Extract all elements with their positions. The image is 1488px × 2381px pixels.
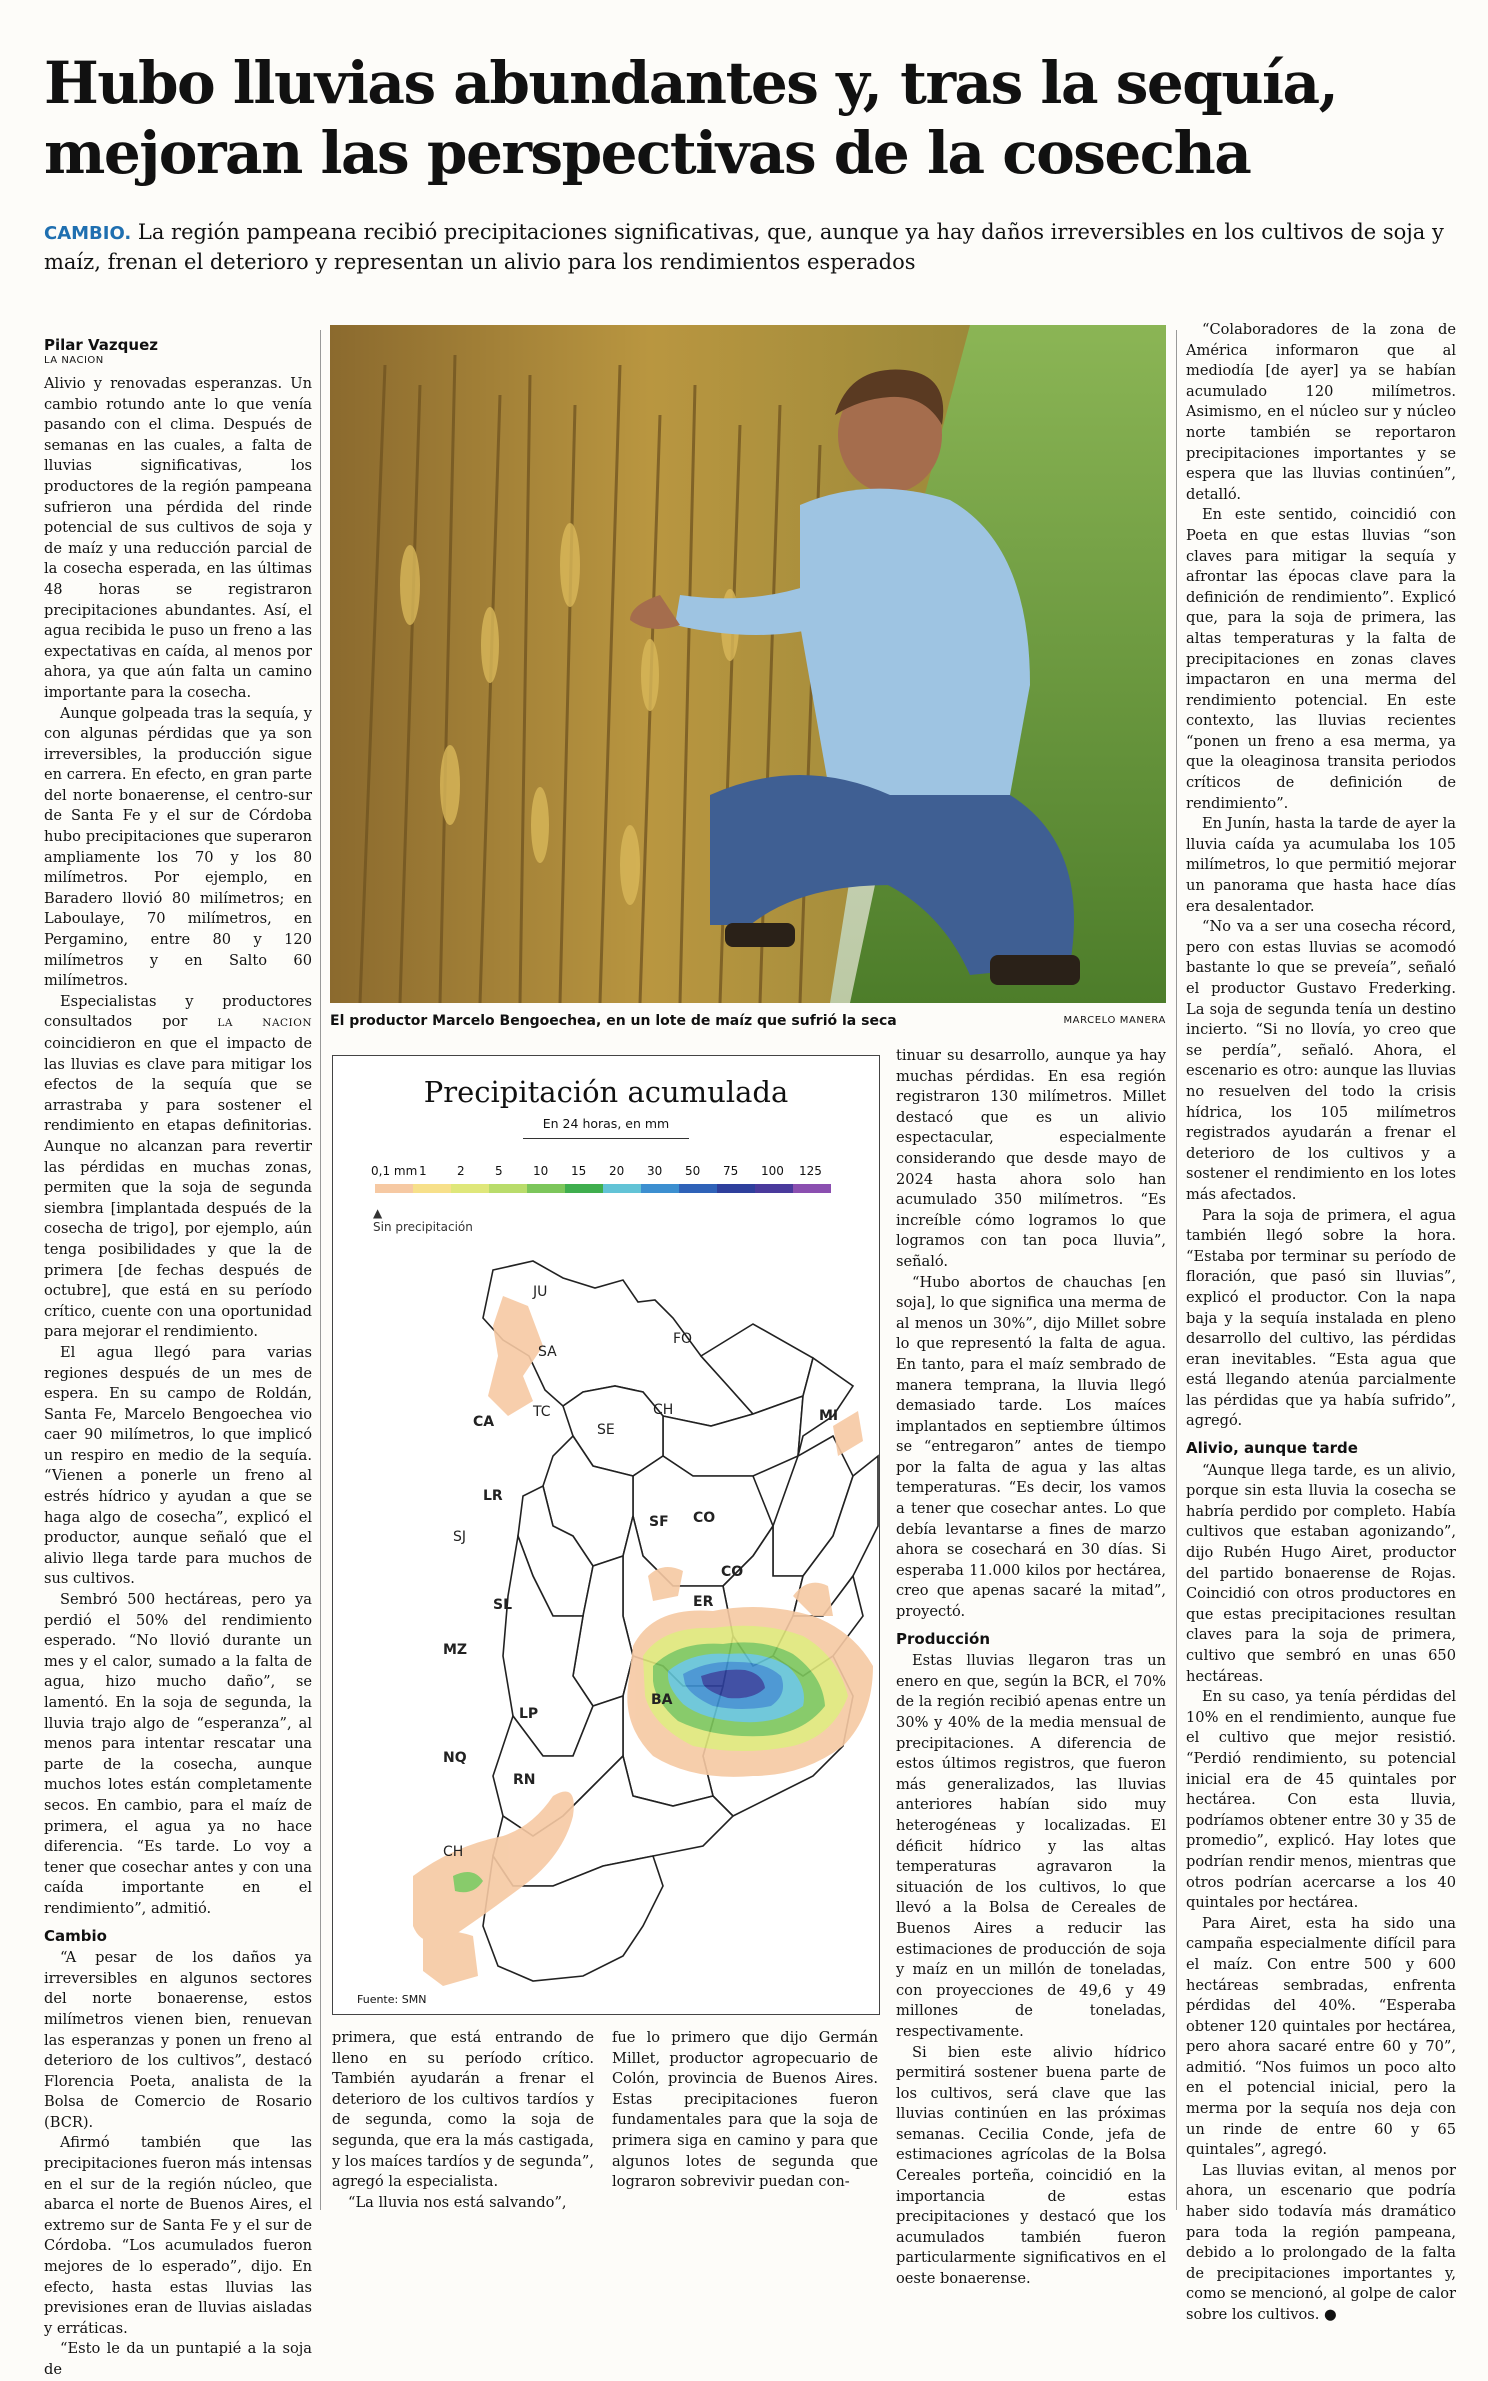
col4-paragraph-4: Si bien este alivio hídrico permitirá sostener buena parte de los cultivos, será clave que las lluvias continúen en las próximas semanas. Cecilia Conde, jefa de estimaciones agrícolas de la Bolsa Cereales porteña, coincidió en la importancia de estas precipitaciones y destacó que los acumulados también fueron particularmente significativos en el oeste bonaerense. [896, 2043, 1166, 2288]
col5-paragraph-7: En su caso, ya tenía pérdidas del 10% en el rendimiento, aunque fue el cultivo que mejor resistió. “Perdió rendimiento, su potencial inicial era de 45 quintales por hectárea. Con esta lluvia, podríamos obtener entre 30 y 35 de promedio”, explicó. Hay lotes que podrían rendir menos, mientras que otros podrían acercarse a los 40 quintales por hectárea. [1186, 1688, 1456, 1912]
legend-label: 15 [571, 1164, 587, 1178]
legend-label: 30 [647, 1164, 663, 1178]
legend-no-precip: ▲ Sin precipitación [373, 1206, 473, 1234]
province-label: RN [513, 1772, 536, 1788]
column-3-bottom [612, 2028, 878, 2193]
byline-author: Pilar Vazquez [44, 336, 158, 354]
col5-paragraph-9 [1186, 2161, 1456, 2326]
photo-caption [330, 1010, 1166, 1032]
col5-paragraph-4: “No va a ser una cosecha récord, pero con estas lluvias se acomodó bastante lo que se preveía”, señaló el productor Gustavo Frederking. La soja de segunda tenía un destino incierto. “Si no llovía, yo creo que se perdía”, señaló. Ahora, el escenario es otro: aunque las lluvias no resuelven del todo la crisis hídrica, los 105 milímetros registrados ayudarán a frenar el deterioro de los cultivos y a sostener el rendimiento en los lotes más afectados. [1186, 918, 1456, 1203]
province-label: NQ [443, 1750, 467, 1766]
col1-paragraph-5: Sembró 500 hectáreas, pero ya perdió el 50% del rendimiento esperado. “No llovió durante un mes y el calor, sumado a la falta de agua, hizo mucho daño”, se lamentó. En la soja de segunda, la lluvia trajo algo de “esperanza”, al menos para intentar rescatar una parte de la cosecha, aunque muchos lotes están completamente secos. En cambio, para el maíz de primera, el agua ya no hace diferencia. “Es tarde. Lo voy a tener que cosechar antes y con una caída importante en el rendimiento”, admitió. [44, 1591, 312, 1917]
argentina-map [333, 1056, 879, 2014]
legend-label: 1 [419, 1164, 427, 1178]
column-2-bottom [332, 2028, 594, 2213]
legend-label: 100 [761, 1164, 784, 1178]
col2-paragraph-2: “La lluvia nos está salvando”, [348, 2193, 567, 2211]
col1-p3-a: Especialistas y productores consultados por [44, 992, 312, 1031]
legend-no-precip-label: Sin precipitación [373, 1220, 473, 1234]
subhead-alivio: Alivio, aunque tarde [1186, 1439, 1358, 1458]
col1-paragraph-7: Afirmó también que las precipitaciones fueron más intensas en el sur de la región núcleo, que abarca el norte de Buenos Aires, el extremo sur de Santa Fe y el sur de Córdoba. “Los acumulados fueron mejores de lo esperado”, dijo. En efecto, hasta estas lluvias las previsiones eran de lluvias aisladas y erráticas. [44, 2134, 312, 2337]
province-label: BA [651, 1692, 673, 1708]
headline [44, 48, 1444, 188]
province-label: CO [721, 1564, 744, 1580]
province-label: TC [533, 1404, 551, 1420]
byline-outlet: LA NACION [44, 355, 104, 366]
column-5 [1186, 320, 1456, 2326]
subhead-produccion: Producción [896, 1629, 991, 1648]
deck-kicker: CAMBIO. [44, 223, 132, 244]
province-label: CH [443, 1844, 464, 1860]
legend-label: 75 [723, 1164, 739, 1178]
end-mark-icon: ● [1324, 2306, 1337, 2323]
col1-paragraph-1: Alivio y renovadas esperanzas. Un cambio rotundo ante lo que venía pasando con el clima. Después de semanas en las cuales, a falta de lluvias significativas, los productores de la región pampeana sufrieron una pérdida del rinde potencial de sus cultivos de soja y de maíz y una reducción parcial de la cosecha esperada, en las últimas 48 horas se registraron precipitaciones abundantes. Así, el agua recibida le puso un freno a las expectativas en caída, al menos por ahora, ya que aún falta un camino importante para la cosecha. [44, 375, 312, 701]
deck-text: La región pampeana recibió precipitaciones significativas, que, aunque ya hay daños irreversibles en los cultivos de soja y maíz, frenan el deterioro y representan un alivio para los rendimientos esperados [44, 220, 1444, 274]
column-rule [320, 330, 321, 2210]
col5-paragraph-5: Para la soja de primera, el agua también llegó sobre la hora. “Estaba por terminar su período de floración, que pasó sin lluvias”, explicó el productor. Con la napa baja y la sequía instalada en pleno desarrollo del cultivo, las pérdidas eran inevitables. “Esta agua que está llegando atenúa parcialmente las pérdidas que ya había sufrido”, agregó. [1186, 1206, 1456, 1430]
col1-paragraph-8: “Esto le da un puntapié a la soja de [44, 2340, 312, 2378]
col4-paragraph-1: tinuar su desarrollo, aunque ya hay muchas pérdidas. En esa región registraron 130 milímetros. Millet destacó que es un alivio espectacular, especialmente considerando que desde mayo de 2024 hasta ahora solo han acumulado 350 milímetros. “Es increíble cómo logramos lo que logramos con tan poca lluvia”, señaló. [896, 1047, 1166, 1270]
col5-paragraph-3: En Junín, hasta la tarde de ayer la lluvia caída ya acumulaba los 105 milímetros, lo que permitió mejorar un panorama que hasta hace días era desalentador. [1186, 815, 1456, 915]
legend-label: 20 [609, 1164, 625, 1178]
map-title: Precipitación acumulada [423, 1075, 789, 1109]
province-label: CA [473, 1414, 495, 1430]
col1-paragraph-4: El agua llegó para varias regiones después de un mes de espera. En su campo de Roldán, Santa Fe, Marcelo Bengoechea vio caer 90 milímetros, lo que implicó un respiro en medio de la sequía. “Vienen a ponerle un freno al estrés hídrico y ayudan a que se haga algo de cosecha”, explicó el productor, aunque señaló que el alivio llega tarde para muchos de sus cultivos. [44, 1343, 312, 1588]
col1-p3-outlet: LA NACION [217, 1017, 313, 1030]
column-4 [896, 1046, 1166, 2290]
col1-p3-c: coincidieron en que el impacto de las lluvias es clave para mitigar los efectos de la sequía que se arrastraba y para sostener el rendimiento en etapas definitorias. Aunque no alcanzan para revertir las pérdidas en muchas zonas, permiten que la soja de segunda siembra [implantada después de la cosecha de trigo], por ejemplo, aún tenga posibilidades y que la de primera [de fechas después de octubre], que está en su período crítico, cuente con una oportunidad para mejorar el rendimiento. [44, 1035, 312, 1341]
col1-paragraph-6: “A pesar de los daños ya irreversibles en algunos sectores del norte bonaerense, estos milímetros vienen bien, renuevan las esperanzas y ponen un freno al deterioro de los cultivos”, destacó Florencia Poeta, analista de la Bolsa de Comercio de Rosario (BCR). [44, 1949, 312, 2131]
caption-text: El productor Marcelo Bengoechea, en un lote de maíz que sufrió la seca [330, 1013, 897, 1029]
province-label: LP [519, 1706, 539, 1722]
deck [44, 218, 1444, 277]
province-label: FO [673, 1331, 693, 1347]
province-label: SJ [453, 1529, 467, 1545]
headline-line-1: Hubo lluvias abundantes y, tras la sequía, [44, 49, 1338, 117]
legend-label: 2 [457, 1164, 465, 1178]
col4-paragraph-2: “Hubo abortos de chauchas [en soja], lo que significa una merma de al menos un 30%”, dijo Millet sobre lo que representó la falta de agua. En tanto, para el maíz sembrado de manera temprana, la lluvia llegó demasiado tarde. Los maíces implantados en septiembre últimos se “entregaron” antes de tiempo por la falta de agua y las altas temperaturas. “Es decir, los vamos a tener que cosechar antes. Lo que debía levantarse a fines de marzo ahora se cosechará en 30 días. Si esperaba 11.000 kilos por hectárea, creo que apenas sacaré la mitad”, proyectó. [896, 1273, 1166, 1621]
province-label: ER [693, 1594, 714, 1610]
col5-paragraph-6: “Aunque llega tarde, es un alivio, porque sin esta lluvia la cosecha se habría perdido por completo. Había cultivos que estaban agonizando”, dijo Rubén Hugo Airet, productor del partido bonaerense de Rojas. Coincidió con otros productores en que estas precipitaciones resultan claves para la soja de primera, cultivo que sembró en unas 650 hectáreas. [1186, 1461, 1456, 1685]
col2-paragraph-1: primera, que está entrando de lleno en su período crítico. También ayudarán a frenar el deterioro de los cultivos tardíos y de segunda, como la soja de segunda, que era la más castigada, y los maíces tardíos y de segunda”, agregó la especialista. [332, 2029, 594, 2191]
legend-label: 0,1 mm [371, 1164, 418, 1178]
photo-credit: MARCELO MANERA [1063, 1015, 1166, 1026]
province-label: SE [597, 1422, 615, 1438]
province-label: JU [533, 1284, 548, 1300]
headline-line-2: mejoran las perspectivas de la cosecha [44, 119, 1251, 187]
legend-label: 50 [685, 1164, 701, 1178]
col1-paragraph-2: Aunque golpeada tras la sequía, y con algunas pérdidas que ya son irreversibles, la producción sigue en carrera. En efecto, en gran parte del norte bonaerense, el centro-sur de Santa Fe y el sur de Córdoba hubo precipitaciones que superaron ampliamente los 70 y los 80 milímetros. Por ejemplo, en Baradero llovió 80 milímetros; en Laboulaye, 70 milímetros, en Pergamino, entre 80 y 120 milímetros y en Salto 60 milímetros. [44, 704, 312, 990]
map-source: Fuente: SMN [357, 1993, 427, 2006]
col1-paragraph-3 [44, 992, 312, 1343]
col5-p9-text: Las lluvias evitan, al menos por ahora, un escenario que podría haber sido todavía más dramático para toda la región pampeana, debido a lo prolongado de la falta de precipitaciones importantes y, como se mencionó, al golpe de calor sobre los cultivos. [1186, 2161, 1456, 2323]
subhead-cambio: Cambio [44, 1926, 107, 1945]
photo-farmer-corn [330, 325, 1166, 1003]
precipitation-map [332, 1055, 880, 2015]
map-subtitle: En 24 horas, en mm [542, 1116, 670, 1131]
col4-paragraph-3: Estas lluvias llegaron tras un enero en que, según la BCR, el 70% de la región recibió apenas entre un 30% y 40% de la media mensual de precipitaciones. A diferencia de estos últimos registros, que fueron más generalizados, las lluvias anteriores habían sido muy heterogéneas y localizadas. El déficit hídrico y las altas temperaturas agravaron la situación de los cultivos, lo que llevó a la Bolsa de Cereales de Buenos Aires a reducir las estimaciones de producción de soja y maíz en un millón de toneladas, con proyecciones de 49,6 y 49 millones de toneladas, respectivamente. [896, 1652, 1166, 2040]
province-label: CO [693, 1510, 716, 1526]
col3-paragraph-1: fue lo primero que dijo Germán Millet, productor agropecuario de Colón, provincia de Buenos Aires. Estas precipitaciones fueron fundamentales para que la soja de primera siga en camino y para que algunos lotes de segunda que lograron sobrevivir puedan con- [612, 2029, 878, 2191]
province-label: MI [819, 1408, 839, 1424]
legend-label: 5 [495, 1164, 503, 1178]
province-label: SF [649, 1514, 669, 1530]
province-label: SL [493, 1597, 513, 1613]
column-rule [1176, 330, 1177, 2210]
province-label: CH [653, 1402, 674, 1418]
col5-paragraph-1: “Colaboradores de la zona de América informaron que al mediodía [de ayer] ya se habían acumulado 120 milímetros. Asimismo, en el núcleo sur y núcleo norte también se reportaron precipitaciones importantes y se espera que las lluvias continúen”, detalló. [1186, 321, 1456, 503]
col5-paragraph-8: Para Airet, esta ha sido una campaña especialmente difícil para el maíz. Con entre 500 y 600 hectáreas sembradas, enfrenta pérdidas del 40%. “Esperaba obtener 120 quintales por hectárea, pero ahora sacaré entre 60 y 70”, admitió. “Nos fuimos un poco alto en el potencial inicial, pero la merma por la sequía nos deja con un rinde de entre 60 y 65 quintales”, agregó. [1186, 1914, 1456, 2159]
legend-label: 10 [533, 1164, 549, 1178]
province-label: LR [483, 1488, 503, 1504]
legend-label: 125 [799, 1164, 822, 1178]
photo-illustration [330, 325, 1166, 1003]
province-label: MZ [443, 1642, 468, 1658]
province-label: SA [538, 1344, 557, 1360]
column-1 [44, 336, 312, 2381]
col5-paragraph-2: En este sentido, coincidió con Poeta en que estas lluvias “son claves para mitigar la sequía y afrontar las épocas clave para la definición de rendimiento”. Explicó que, para la soja de primera, las altas temperaturas y la falta de precipitaciones en zonas claves impactaron en una merma del rendimiento potencial. En este contexto, las lluvias recientes “ponen un freno a esa merma, ya que la oleaginosa transita periodos críticos de definición de rendimiento”. [1186, 506, 1456, 812]
